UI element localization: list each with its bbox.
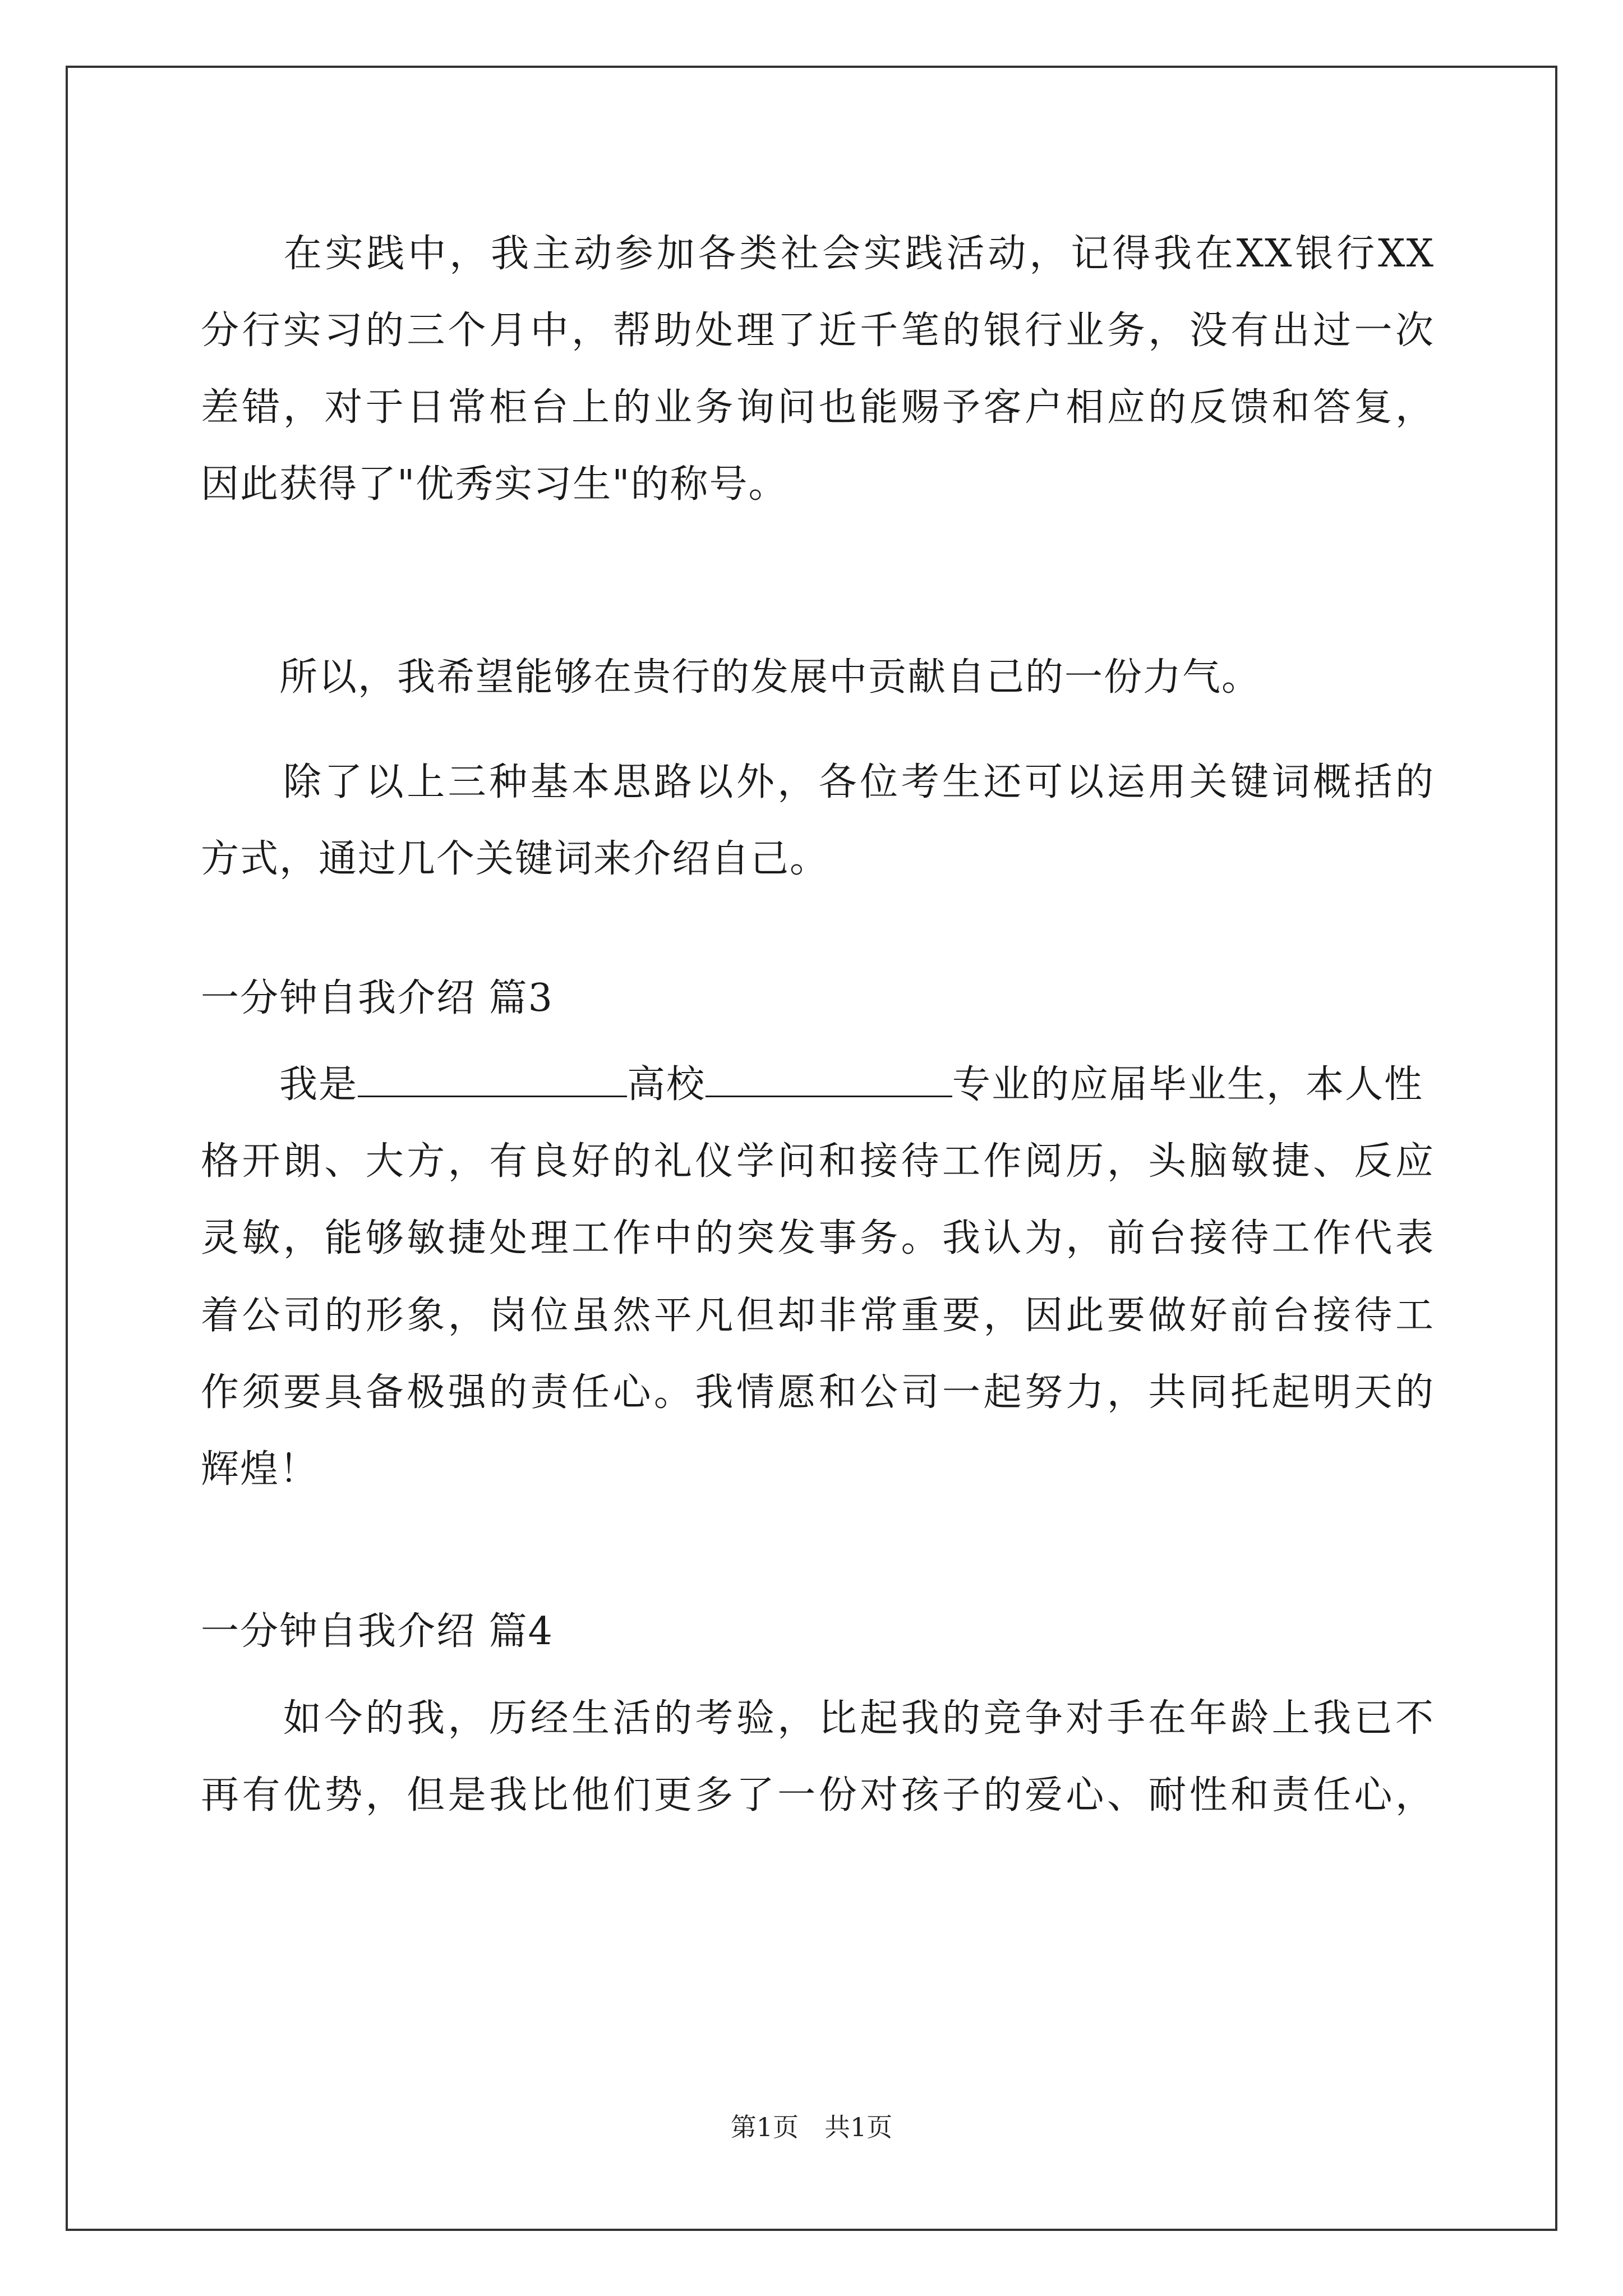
paragraph-line: 格开朗、大方，有良好的礼仪学问和接待工作阅历，头脑敏捷、反应 [201,1139,1435,1184]
paragraph-text: 我是 [201,1062,358,1107]
paragraph-line: 辉煌！ [201,1447,319,1492]
paragraph-line: 如今的我，历经生活的考验，比起我的竞争对手在年龄上我已不 [201,1696,1435,1741]
paragraph-line-with-blanks [201,1054,1435,1116]
fill-in-blank [358,1061,627,1097]
paragraph-text: 专业的应届毕业生，本人性 [952,1062,1424,1107]
paragraph-line: 灵敏，能够敏捷处理工作中的突发事务。我认为，前台接待工作代表 [201,1216,1435,1260]
fill-in-blank [706,1061,952,1097]
paragraph-line: 着公司的形象，岗位虽然平凡但却非常重要，因此要做好前台接待工 [201,1294,1435,1338]
paragraph-line: 所以，我希望能够在贵行的发展中贡献自己的一份力气。 [201,655,1261,700]
section-heading: 一分钟自我介绍 篇3 [201,976,554,1020]
paragraph-line: 方式，通过几个关键词来介绍自己。 [201,837,829,881]
paragraph-line: 在实践中，我主动参加各类社会实践活动，记得我在XX银行XX [201,232,1435,276]
section-heading: 一分钟自我介绍 篇4 [201,1609,554,1654]
paragraph-line: 因此获得了"优秀实习生"的称号。 [201,462,788,507]
page-number: 第1页 共1页 [730,2112,893,2142]
paragraph-line: 差错，对于日常柜台上的业务询问也能赐予客户相应的反馈和答复， [201,385,1435,430]
paragraph-text: 高校 [627,1062,706,1107]
paragraph-line: 分行实习的三个月中，帮助处理了近千笔的银行业务，没有出过一次 [201,309,1435,353]
paragraph-line: 除了以上三种基本思路以外，各位考生还可以运用关键词概括的 [201,760,1435,804]
paragraph-line: 再有优势，但是我比他们更多了一份对孩子的爱心、耐性和责任心， [201,1773,1435,1818]
paragraph-line: 作须要具备极强的责任心。我情愿和公司一起努力，共同托起明天的 [201,1370,1435,1415]
